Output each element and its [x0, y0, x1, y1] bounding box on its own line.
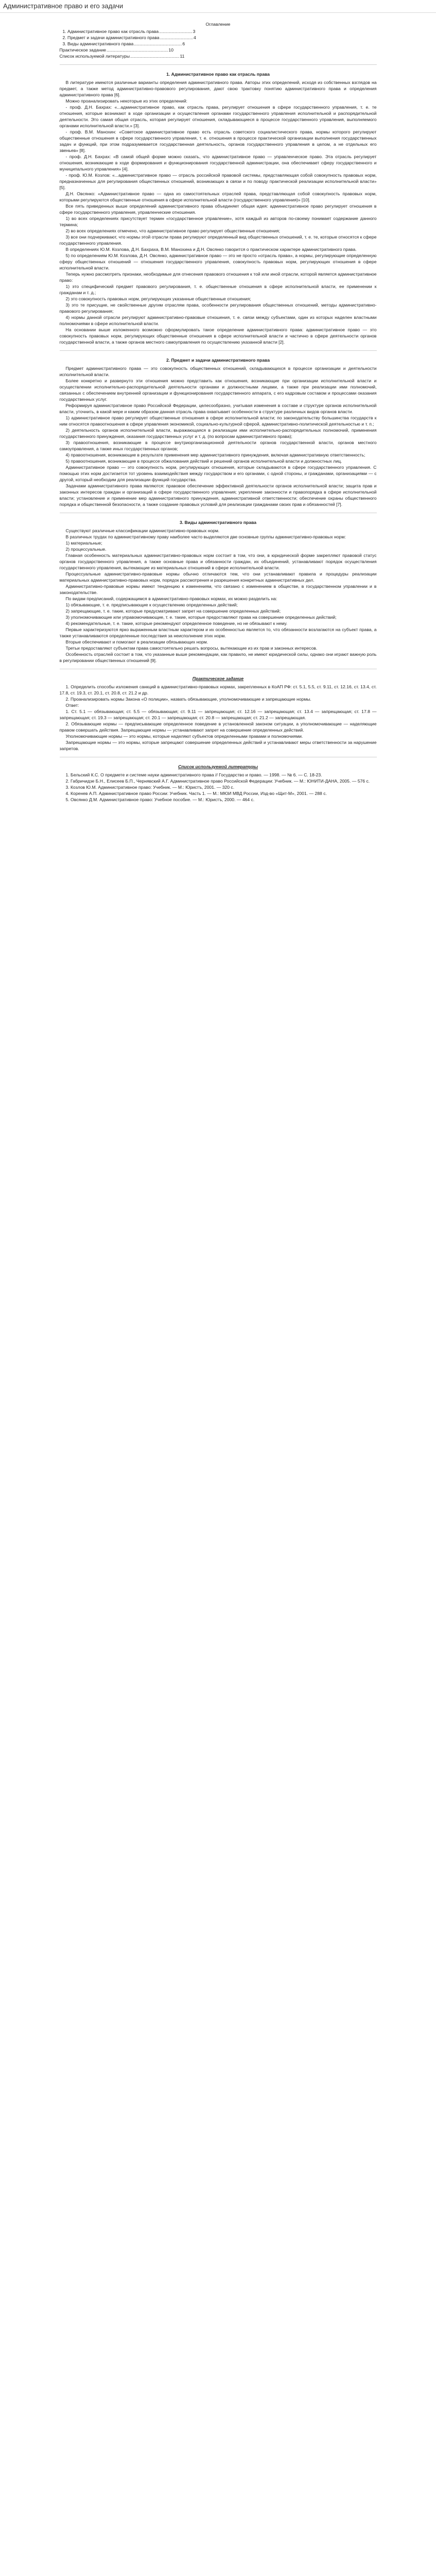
section-2-paragraph: 3) правоотношения, возникающие в процессе внутриорганизационной деятельности органов государственной власти, органов местного самоуправления, а также иных государственных органов; [59, 440, 377, 451]
section-1-paragraph: В литературе имеются различные варианты определения административного права. Авторы этих определений, исходя из собственных взглядов на предмет, а также метод административно-правового регулирования, дают свою трактовку понятию административного права и определения административного права [6]. [59, 80, 377, 97]
section-1-paragraph: 4) нормы данной отрасли регулируют административно-правовые отношения, т. е. связи между субъектами, один из которых наделен властными полномочиями в сфере исполнительной власти. [59, 315, 377, 326]
references-list [60, 772, 377, 803]
reference-item: 1. Бельский К.С. О предмете и системе науки административного права // Государство и право. — 1998. — № 6. — С. 18-23. [65, 772, 322, 777]
table-of-contents [60, 28, 377, 59]
section-3-paragraph: Первые характеризуются ярко выраженным властным характером и их особенностью является то, что обязанности возлагаются на субъект права, а также устанавливаются определенные последствия за неисполнение этих норм. [59, 627, 377, 638]
section-2-paragraph: Реформируя административное право Российской Федерации, целесообразно, учитывая изменения в составе и структуре органов исполнительной власти, уточнить, в какой мере и каким образом данная отрасль права охватывает особенности в структуре различных видов органов власти. [59, 403, 377, 414]
toc-item-page: 11 [180, 54, 185, 59]
toc-item-label: Список используемой литературы [59, 54, 130, 59]
section-3-paragraph: Вторые обеспечивают и помогают в реализации обязывающих норм. [65, 639, 208, 645]
references-title: Список используемой литературы [178, 764, 258, 769]
toc-item-page: 3 [193, 29, 196, 34]
toc-item-label: 1. Административное право как отрасль права [62, 29, 159, 34]
section-1-paragraph: Д.Н. Овсянко: «Административное право — одна из самостоятельных отраслей права, представляющая собой совокупность правовых норм, которыми регулируются общественные отношения в сфере исполнительной власти (государственного управления)» [10]. [59, 191, 377, 202]
section-2-paragraph: Административное право — это совокупность норм, регулирующих отношения, которые складываются в сфере государственного управления. С помощью этих норм достигается тот уровень взаимодействия между государством и его органами, с одной стороны, и гражданами, организациями — с другой, который необходим для реализации функций государства. [59, 465, 377, 482]
toc-item-page: 10 [168, 47, 173, 53]
section-1-body [60, 79, 377, 345]
section-2-paragraph: Более конкретно и развернуто эти отношения можно представить как отношения, возникающие при организации исполнительной власти и осуществлении исполнительно-распорядительной деятельности органами и должностными лицами, а также при реализации ими полномочий, связанных с обеспечением внутренней организации и функционирования государственного аппарата, с его кадровым составом и процессами оказания государственных услуг. [59, 378, 377, 402]
section-2-paragraph: Предмет административного права — это совокупность общественных отношений, складывающихся в процессе организации и деятельности исполнительной власти. [59, 366, 377, 377]
section-1-paragraph: 1) это специфический предмет правового регулирования, т. е. общественные отношения в сфере исполнительной власти, ее применении к гражданам и т. д.; [59, 284, 377, 295]
section-3-title: 3. Виды административного права [179, 520, 257, 525]
section-1-paragraph: Все пять приведенных выше определений административного права объединяет общая идея: административное право регулирует отношения в сфере государственного управления, управленческие отношения. [59, 204, 377, 215]
section-2-paragraph: 5) правоотношения, возникающие в процессе обжалования действий и решений органов исполнительной власти и должностных лиц. [65, 459, 342, 464]
practice-paragraph: 2. Проанализировать нормы Закона «О полиции», назвать обязывающие, уполномочивающие и запрещающие нормы. [65, 697, 311, 702]
toc-item[interactable] [60, 53, 377, 59]
section-3-paragraph: Существуют различные классификации административно-правовых норм. [65, 528, 220, 533]
window-title: Административное право и его задачи [3, 2, 124, 10]
section-1-paragraph: В определениях Ю.М. Козлова, Д.Н. Бахраха, В.М. Манохина и Д.Н. Овсянко говорится о практическом характере административного права. [65, 247, 357, 252]
section-1-paragraph: 3) все они подчеркивают, что нормы этой отрасли права регулируют определенный вид общественных отношений, т. е. те, которые относятся к сфере государственного управления. [59, 234, 377, 246]
section-3-paragraph: 1) обязывающие, т. е. предписывающие к осуществлению определенных действий; [65, 602, 238, 607]
practice-title: Практическое задание [192, 676, 244, 681]
toc-title: Оглавление [205, 22, 231, 27]
section-3-paragraph: Особенность отраслей состоит в том, что указанные выше рекомендации, как правило, не имеют юридической силы, однако они играют важную роль в регулировании общественных отношений [9]. [59, 652, 377, 663]
section-1-paragraph: 2) во всех определениях отмечено, что административное право регулирует общественные отношения; [65, 228, 281, 233]
section-3-paragraph: 2) запрещающие, т. е. такие, которые предусматривают запрет на совершение определенных действий; [65, 608, 281, 614]
toc-item[interactable] [60, 47, 377, 53]
toc-item-page: 6 [182, 41, 185, 46]
section-1-paragraph: На основании выше изложенного возможно сформулировать такое определение административного права: административное право — это совокупность правовых норм, регулирующих общественные отношения в сфере исполнительной власти и частично в сфере деятельности органов государственной власти, а также органов местного самоуправления по осуществлению указанной власти [2]. [59, 327, 377, 345]
toc-item-label: 2. Предмет и задачи административного права [62, 35, 160, 40]
toc-item[interactable] [60, 41, 377, 47]
toc-item-label: Практическое задание [59, 47, 107, 53]
section-2-title: 2. Предмет и задачи административного права [166, 358, 270, 363]
toc-item[interactable] [60, 28, 377, 35]
toc-item-label: 3. Виды административного права [62, 41, 134, 46]
section-1-paragraph: - проф. Ю.М. Козлов: «...административное право — отрасль российской правовой системы, представляющая собой совокупность правовых норм, предназначенных для регулирования общественных отношений, возникающих в связи и по поводу практической реализации исполнительной власти» [5]. [59, 173, 377, 190]
toc-item[interactable] [60, 35, 377, 41]
toc-dot-leader: .................................................. [107, 47, 168, 53]
section-3-paragraph: 3) уполномочивающие или управомочивающие, т. е. такие, которые предоставляют права на совершение определенных действий; [65, 615, 337, 620]
toc-item-page: 4 [194, 35, 196, 40]
section-2-body [60, 365, 377, 507]
section-1-paragraph: - проф. Д.Н. Бахрах: «В самой общей форме можно сказать, что административное право — управленческое право. Эта отрасль регулирует отношения, возникающие в ходе формирования и функционирования государственной администрации, она обеспечивает сферу государственного и муниципального управления» [4]. [59, 154, 377, 172]
section-1-paragraph: - проф. Д.Н. Бахрах: «...административное право, как отрасль права, регулирует отношения в сфере государственного управления, т. е. те отношения, которые возникают в ходе организации и осуществления органами государственного управления исполнительной и распорядительной деятельности. Это самая общая отрасль, которая регулирует отношения, складывающиеся в процессе государственного управления, выполняемого органами исполнительной власти.» [3]. [59, 105, 377, 128]
practice-body [60, 684, 377, 752]
section-1-paragraph: - проф. В.М. Манохин: «Советское административное право есть отрасль советского социалистического права, нормы которого регулируют общественные отношения в сфере государственного управления, т. е. отношения в процессе практической организации выполнения государственных задач и функций, при этом подразумевается государственная деятельность, органов государственного управления в целом, а не отдельных его звеньев» [8]. [59, 129, 377, 153]
reference-item: 4. Коренев А.П. Административное право России: Учебник. Часть 1. — М.: МЮИ МВД России, Изд-во «Щит-М», 2001. — 288 с. [65, 791, 327, 796]
section-1-title: 1. Административное право как отрасль права [166, 72, 270, 77]
section-1-paragraph: 2) это совокупность правовых норм, регулирующих указанные общественные отношения; [65, 296, 251, 301]
section-3-paragraph: В различных трудах по административному праву наиболее часто выделяются две основные группы административно-правовых норм: [65, 534, 346, 539]
section-3-paragraph: Административно-правовые нормы имеют тенденцию к изменениям, что связано с изменением в обществе, в государственном управлении и в законодательстве. [59, 584, 377, 595]
toc-dot-leader: ........................... [160, 35, 194, 40]
section-2-paragraph: 1) административное право регулирует общественные отношения в сфере исполнительной власти; по законодательству большинства государств к ним относятся правоотношения в сфере управления экономикой, социально-культурной сферой, административно-политической деятельностью и т. п.; [59, 415, 377, 427]
section-3-paragraph: Третьи предоставляют субъектам права самостоятельно решать вопросы, вытекающие из их прав и законных интересов. [65, 646, 318, 651]
practice-paragraph: Уполномочивающие нормы — это нормы, которые наделяют субъектов определенными правами и полномочиями. [65, 734, 303, 739]
section-3-paragraph: 4) рекомендательные, т. е. такие, которые рекомендуют определенное поведение, но не обязывают к нему. [65, 621, 288, 626]
section-2-paragraph: 4) правоотношения, возникающие в результате применения мер административного принуждения, включая административную ответственность; [65, 452, 365, 457]
document-body [60, 13, 377, 823]
reference-item: 3. Козлов Ю.М. Административное право: Учебник. — М.: Юристъ, 2001. — 320 с. [65, 785, 235, 790]
toc-dot-leader: ........................... [159, 29, 193, 34]
practice-paragraph: 1. Ст. 5.1 — обязывающая; ст. 5.5 — обязывающая; ст. 9.11 — запрещающая; ст. 12.16 — запрещающая; ст. 13.4 — запрещающая; ст. 17.8 — запрещающая; ст. 19.3 — запрещающая; ст. 20.1 — запрещающая; ст. 20.8 — запрещающая; ст. 21.2 — запрещающая. [59, 709, 377, 720]
section-3-body [60, 528, 377, 664]
section-3-paragraph: Процессуальные административно-правовые нормы обычно отличаются тем, что они устанавливают правила и процедуры реализации материальных административно-правовых норм, порядок рассмотрения и разрешения конкретных административных дел. [59, 571, 377, 583]
header-divider [0, 12, 436, 13]
practice-paragraph: Ответ: [65, 703, 79, 708]
practice-paragraph: Запрещающие нормы — это нормы, которые запрещают совершение определенных действий и устанавливают меры ответственности за нарушение запретов. [59, 740, 377, 751]
section-1-paragraph: Можно проанализировать некоторые из этих определений: [65, 98, 187, 104]
toc-dot-leader: ........................................ [130, 54, 180, 59]
reference-item: 2. Габричидзе Б.Н., Елисеев Б.П., Чернявский А.Г. Административное право Российской Федерации: Учебник. — М.: ЮНИТИ-ДАНА, 2005. — 576 с. [65, 778, 370, 784]
section-2-paragraph: Задачами административного права являются: правовое обеспечение эффективной деятельности органов исполнительной власти; защита прав и законных интересов граждан и организаций в сфере государственного управления; укрепление законности и правопорядка в сфере исполнительной власти; установление и применение мер административного принуждения, административной ответственности; обеспечение охраны общественного порядка и общественной безопасности, а также создание правовых условий для реализации гражданами своих прав и обязанностей [7]. [59, 483, 377, 507]
practice-paragraph: 2. Обязывающие нормы — предписывающие определенное поведение в установленной законом ситуации, а уполномочивающие — наделяющие правом совершать действия. Запрещающие нормы — устанавливают запрет на совершение определенных действий. [59, 721, 377, 733]
section-1-paragraph: 3) это те присущие, не свойственные другим отраслям права, особенности регулирования общественных отношений, методы административно-правового регулирования; [59, 302, 377, 314]
section-divider [60, 350, 377, 351]
section-3-paragraph: 1) материальные; [65, 540, 102, 546]
section-1-paragraph: Теперь нужно рассмотреть признаки, необходимые для отнесения правового отношения к той или иной отрасли, которой является административное право: [59, 272, 377, 283]
section-divider [60, 64, 377, 65]
window-header [0, 0, 436, 13]
section-3-paragraph: 2) процессуальные. [65, 547, 107, 552]
section-3-paragraph: По видам предписаний, содержащимся в административно-правовых нормах, их можно разделить на: [65, 596, 277, 601]
section-1-paragraph: 1) во всех определениях присутствует термин «государственное управление», хотя каждый из авторов по-своему понимает содержание данного термина; [59, 216, 377, 227]
section-1-paragraph: 5) по определениям Ю.М. Козлова, Д.Н. Овсянко, административное право — это не просто «отрасль права», а нормы, регулирующие определенную сферу общественных отношений — отношения государственного управления, совокупность правовых норм, регулирующих отношения в сфере исполнительной власти. [59, 253, 377, 270]
section-3-paragraph: Главная особенность материальных административно-правовых норм состоит в том, что они, в юридической форме закрепляют правовой статус органов государственного управления, а также основные права и обязанности граждан, их объединений, устанавливают порядок осуществления государственного управления, вытекающие из материальных отношений в сфере исполнительной власти. [59, 553, 377, 570]
section-2-paragraph: 2) деятельность органов исполнительной власти, выражающаяся в реализации ими исполнительно-распорядительных полномочий, применения государственного принуждения, оказания государственных услуг и т. д. (по вопросам административного права); [59, 428, 377, 439]
reference-item: 5. Овсянко Д.М. Административное право: Учебное пособие. — М.: Юристъ, 2000. — 464 с. [65, 797, 255, 802]
practice-paragraph: 1. Определить способы изложения санкций в административно-правовых нормах, закрепленных в КоАП РФ: ст. 5.1, 5.5, ст. 9.11, ст. 12.16, ст. 13.4, ст. 17.8, ст. 19.3, ст. 20.1, ст. 20.8, ст. 21.2 и др. [59, 684, 377, 696]
toc-dot-leader: ....................................... [134, 41, 182, 46]
